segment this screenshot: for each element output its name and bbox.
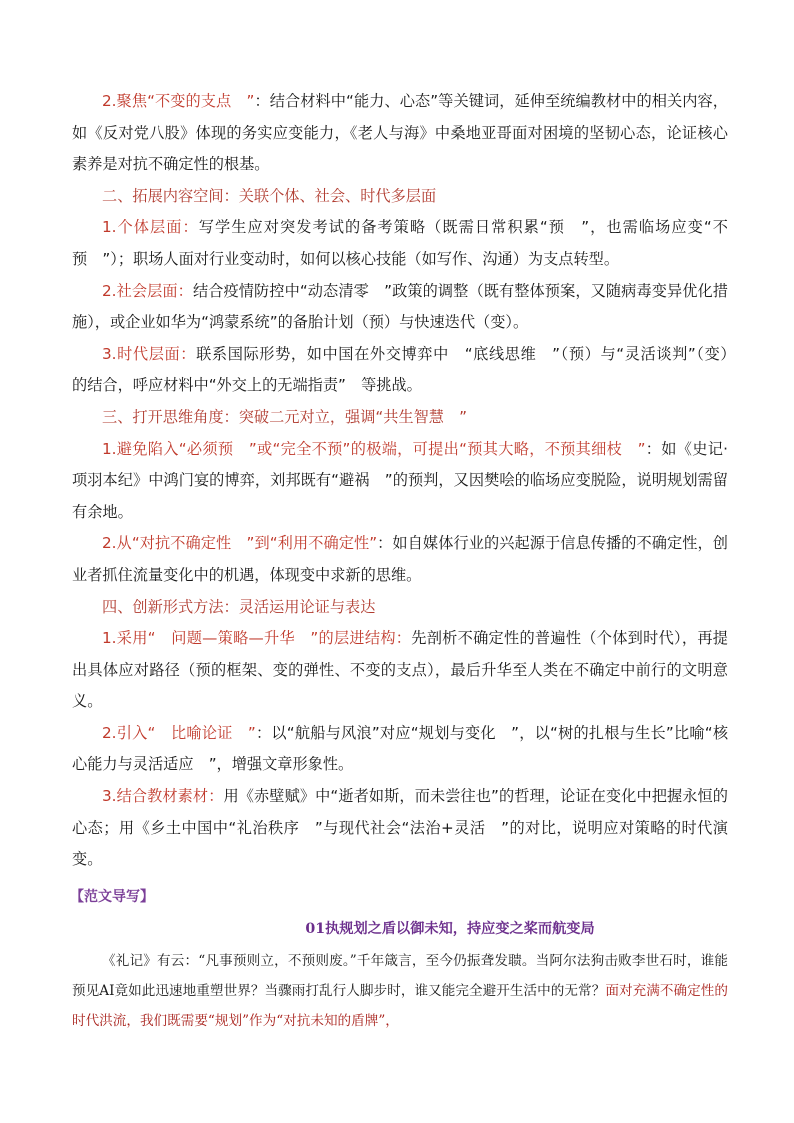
text-structure: 先剖析不确定性的普遍性（个体到时代），再提出具体应对路径（预的框架、变的弹性、不变的支点），最后升华至人类在不确定中前行的文明意义。 bbox=[72, 629, 728, 711]
paragraph-social-level bbox=[72, 276, 728, 339]
label-textbook: 3.结合教材素材： bbox=[102, 787, 224, 806]
text-avoid-extremes: ：如《史记·项羽本纪》中鸿门宴的博弈，刘邦既有“避祸 ”的预判，又因樊哙的临场应变脱险，说明规划需留有余地。 bbox=[72, 439, 729, 521]
label-avoid-extremes: 1.避免陷入“必须预 ”或“完全不预”的极端，可提出“预其大略，不预其细枝 ” bbox=[102, 439, 646, 458]
text-individual-level: 写学生应对突发考试的备考策略（既需日常积累“预 ”，也需临场应变“不预 ”）；职场人面对行业变动时，如何以核心技能（如写作、沟通）为支点转型。 bbox=[72, 218, 728, 268]
label-focus-constant: 2.聚焦“不变的支点 ” bbox=[102, 92, 255, 110]
paragraph-structure bbox=[72, 623, 728, 718]
essay-paragraph bbox=[72, 946, 728, 1036]
essay-title: 01执规划之盾以御未知，持应变之桨而航变局 bbox=[305, 920, 595, 937]
label-social-level: 2.社会层面： bbox=[102, 281, 193, 300]
label-use-uncertainty: 2.从“对抗不确定性 ”到“利用不确定性” bbox=[102, 534, 378, 553]
text-use-uncertainty: ：如自媒体行业的兴起源于信息传播的不确定性，创业者抓住流量变化中的机遇，体现变中求新的思维。 bbox=[72, 534, 728, 584]
heading-section-2: 二、拓展内容空间：关联个体、社会、时代多层面 bbox=[102, 186, 437, 205]
text-focus-constant: ：结合材料中“能力、心态”等关键词，延伸至统编教材中的相关内容，如《反对党八股》体现的务实应变能力，《老人与海》中桑地亚哥面对困境的坚韧心态，论证核心素养是对抗不确定性的根基。 bbox=[72, 92, 728, 174]
document-page bbox=[70, 86, 744, 1036]
paragraph-metaphor bbox=[72, 718, 728, 781]
label-structure: 1.采用“ 问题—策略—升华 ”的层进结构： bbox=[102, 629, 412, 648]
heading-section-4: 四、创新形式方法：灵活运用论证与表达 bbox=[102, 597, 376, 616]
essay-text: 《礼记》有云：“凡事预则立，不预则废。”千年箴言，至今仍振聋发聩。当阿尔法狗击败李世石时，谁能预见AI竟如此迅速地重塑世界？当骤雨打乱行人脚步时，谁又能完全避开生活中的无常？ bbox=[72, 952, 728, 999]
section-badge-model-essay: 【范文导写】 bbox=[70, 888, 154, 905]
paragraph-textbook bbox=[72, 781, 728, 876]
paragraph-use-uncertainty bbox=[72, 528, 728, 591]
text-era-level: 联系国际形势，如中国在外交博弈中 “底线思维 ”（预）与“灵活谈判”（变） 的结合，呼应材料中“外交上的无端指责” 等挑战。 bbox=[72, 344, 744, 395]
label-metaphor: 2.引入“ 比喻论证 ” bbox=[102, 723, 256, 742]
heading-section-3: 三、打开思维角度：突破二元对立，强调“共生智慧 ” bbox=[102, 407, 468, 426]
paragraph-individual-level bbox=[72, 212, 728, 275]
text-social-level: 结合疫情防控中“动态清零 ”政策的调整（既有整体预案，又随病毒变异优化措施），或企业如华为“鸿蒙系统”的备胎计划（预）与快速迭代（变）。 bbox=[72, 281, 728, 332]
essay-text-highlight: 面对充满不确定性的时代洪流，我们既需要“规划”作为“对抗未知的盾牌”， bbox=[72, 982, 728, 1029]
paragraph-focus-constant bbox=[72, 86, 728, 181]
paragraph-era-level bbox=[72, 339, 744, 402]
label-individual-level: 1.个体层面： bbox=[102, 218, 199, 237]
text-metaphor: ：以“航船与风浪”对应“规划与变化 ”，以“树的扎根与生长”比喻“核心能力与灵活适应 ”，增强文章形象性。 bbox=[72, 723, 729, 774]
text-textbook: 用《赤壁赋》中“逝者如斯，而未尝往也”的哲理，论证在变化中把握永恒的心态；用《乡土中国中“礼治秩序 ”与现代社会“法治+灵活 ”的对比，说明应对策略的时代演变。 bbox=[72, 787, 728, 869]
paragraph-avoid-extremes bbox=[72, 434, 728, 529]
label-era-level: 3.时代层面： bbox=[102, 344, 197, 363]
